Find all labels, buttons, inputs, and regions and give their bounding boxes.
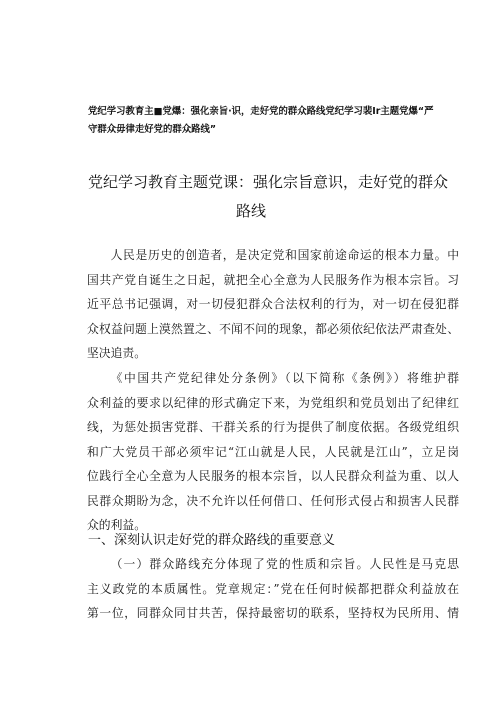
paragraph-line: 坚决追责。 bbox=[87, 346, 146, 360]
section-heading: 一、深刻认识走好党的群众路线的重要意义 bbox=[88, 533, 336, 548]
paragraph-line: 位践行全心全意为人民服务的根本宗旨，以人民群众利益为重、以人 bbox=[87, 469, 459, 483]
paragraph bbox=[87, 366, 459, 538]
paragraph-line: 和广大党员干部必须牢记“江山就是人民，人民就是江山”，立足岗 bbox=[87, 444, 459, 459]
paragraph-line: 线，为惩处损害党群、干群关系的行为提供了制度依据。各级党组织 bbox=[87, 420, 459, 434]
paragraph bbox=[87, 243, 459, 366]
paragraph-line: 人民是历史的创造者，是决定党和国家前途命运的根本力量。中 bbox=[110, 248, 459, 262]
paragraph-line: 众权益问题上漠然置之、不闻不问的现象，都必须依纪依法严肃查处、 bbox=[87, 321, 459, 336]
paragraph-line: 民群众期盼为念，决不允许以任何借口、任何形式侵占和损害人民群 bbox=[87, 493, 459, 508]
document-title-line: 党纪学习教育主题党课：强化宗旨意识，走好党的群众 bbox=[88, 173, 449, 191]
paragraph-line: 近平总书记强调，对一切侵犯群众合法权利的行为，对一切在侵犯群 bbox=[87, 297, 459, 311]
header-line: 守群众毋律走好党的群众路线” bbox=[88, 124, 217, 135]
paragraph-line: （一）群众路线充分体现了党的性质和宗旨。人民性是马克思 bbox=[110, 557, 459, 571]
paragraph-line: 第一位，同群众同甘共苦，保持最密切的联系，坚持权为民所用、情 bbox=[87, 606, 459, 620]
paragraph-line: 国共产党自诞生之日起，就把全心全意为人民服务作为根本宗旨。习 bbox=[87, 272, 459, 287]
paragraph bbox=[87, 552, 459, 626]
header-line: 党纪学习教育主■党爆：强化亲旨·识，走好党的群众路线党纪学习裴Ir主题党爆“严 bbox=[88, 106, 434, 117]
paragraph-line: 《中国共产党纪律处分条例》（以下简称《条例》）将维护群 bbox=[110, 371, 459, 385]
document-title-line: 路线 bbox=[235, 202, 266, 220]
document-header bbox=[88, 103, 468, 139]
paragraph-line: 众利益的要求以纪律的形式确定下来，为党组织和党员划出了纪律红 bbox=[87, 395, 459, 410]
paragraph-line: 主义政党的本质属性。党章规定：”党在任何时候都把群众利益放在 bbox=[87, 581, 459, 596]
paragraph-line: 众的利益。 bbox=[87, 518, 146, 532]
